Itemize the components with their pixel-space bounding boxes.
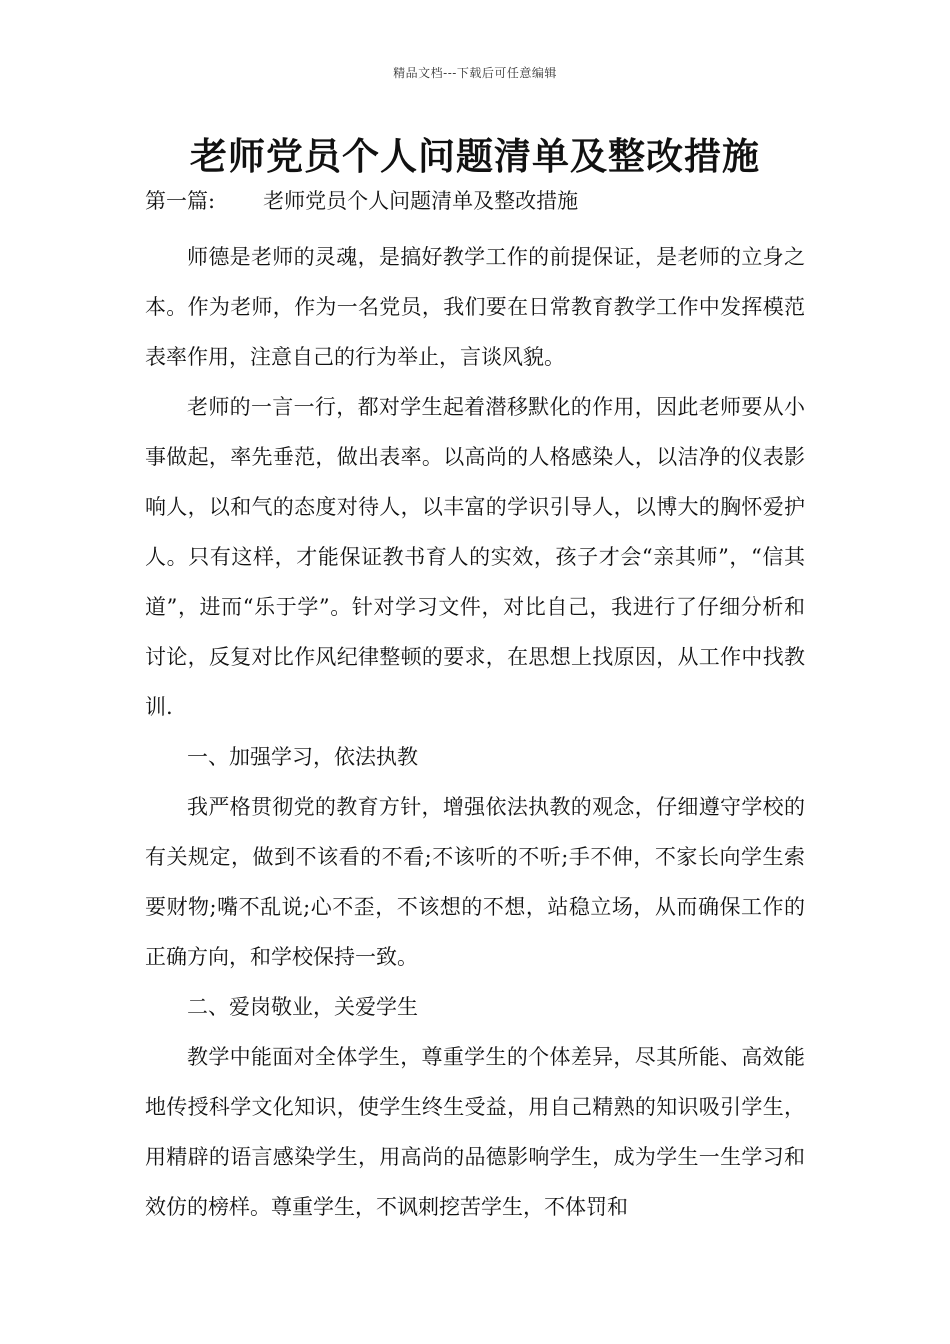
section-heading: 二、爱岗敬业，关爱学生 — [187, 995, 418, 1019]
article-heading — [145, 186, 815, 216]
paragraph: 师德是老师的灵魂，是搞好教学工作的前提保证，是老师的立身之本。作为老师，作为一名党员，我们要在日常教育教学工作中发挥模范表率作用，注意自己的行为举止，言谈风貌。 — [145, 245, 805, 369]
article-label: 第一篇: — [145, 189, 216, 213]
header-note: 精品文档---下载后可任意编辑 — [393, 66, 557, 80]
document-title: 老师党员个人问题清单及整改措施 — [190, 134, 760, 178]
paragraph: 老师的一言一行，都对学生起着潜移默化的作用，因此老师要从小事做起，率先垂范，做出表率。以高尚的人格感染人，以洁净的仪表影响人，以和气的态度对待人，以丰富的学识引导人，以博大的胸怀爱护人。只有这样，才能保证教书育人的实效，孩子才会“亲其师”，“信其道”，进而“乐于学”。针对学习文件，对比自己，我进行了仔细分析和讨论，反复对比作风纪律整顿的要求，在思想上找原因，从工作中找教训. — [145, 395, 805, 719]
document-body — [145, 232, 805, 1232]
section-heading: 一、加强学习，依法执教 — [187, 745, 418, 769]
article-title: 老师党员个人问题清单及整改措施 — [263, 189, 579, 213]
paragraph: 教学中能面对全体学生，尊重学生的个体差异，尽其所能、高效能地传授科学文化知识，使学生终生受益，用自己精熟的知识吸引学生，用精辟的语言感染学生，用高尚的品德影响学生，成为学生一生学习和效仿的榜样。尊重学生，不讽刺挖苦学生，不体罚和 — [145, 1045, 805, 1219]
paragraph: 我严格贯彻党的教育方针，增强依法执教的观念，仔细遵守学校的有关规定，做到不该看的不看;不该听的不听;手不伸，不家长向学生索要财物;嘴不乱说;心不歪，不该想的不想，站稳立场，从而确保工作的正确方向，和学校保持一致。 — [145, 795, 805, 969]
